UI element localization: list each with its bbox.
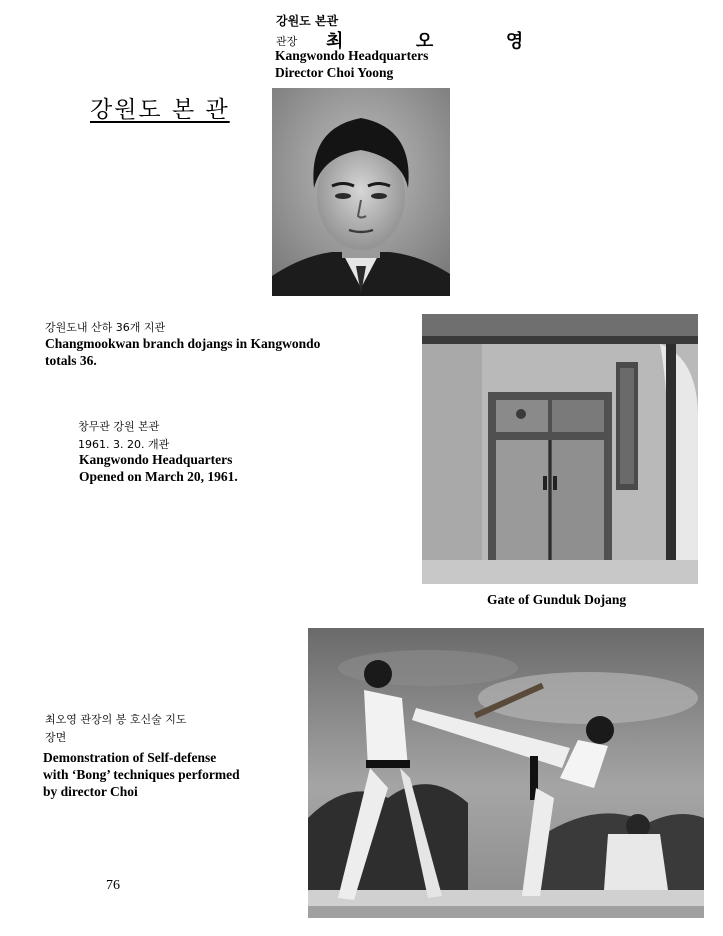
branches-english-line2: totals 36. [45,353,97,368]
demo-korean-line1: 최오영 관장의 봉 호신술 지도 [45,713,187,726]
hq-english-line1: Kangwondo Headquarters [79,452,233,467]
hq-english-line2: Opened on March 20, 1961. [79,469,238,484]
gate-photo [422,298,698,584]
header-english-name: Director Choi Yoong [275,65,394,80]
demo-english-line2: with ‘Bong’ techniques performed [43,767,240,782]
self-defense-demo-photo [308,628,704,918]
header-english-title: Kangwondo Headquarters [275,48,429,63]
branches-korean-text: 강원도내 산하 36개 지관 [45,321,166,334]
gate-english-caption: Gate of Gunduk Dojang [487,592,627,607]
branches-english-line1: Changmookwan branch dojangs in Kangwondo [45,336,321,351]
demo-english-line3: by director Choi [43,784,138,799]
hq-korean-line2: 1961. 3. 20. 개관 [78,438,170,451]
header-korean-name: 최 오 영 [326,31,544,52]
page-number: 76 [106,878,120,893]
demo-korean-line2: 장면 [45,731,67,744]
hq-korean-line1: 창무관 강원 본관 [78,420,160,433]
director-portrait-photo [272,88,450,296]
header-korean-role: 관장 [276,35,298,48]
section-heading: 강원도 본 관 [90,97,230,123]
header-korean-title: 강원도 본관 [276,14,339,28]
demo-english-line1: Demonstration of Self-defense [43,750,217,765]
